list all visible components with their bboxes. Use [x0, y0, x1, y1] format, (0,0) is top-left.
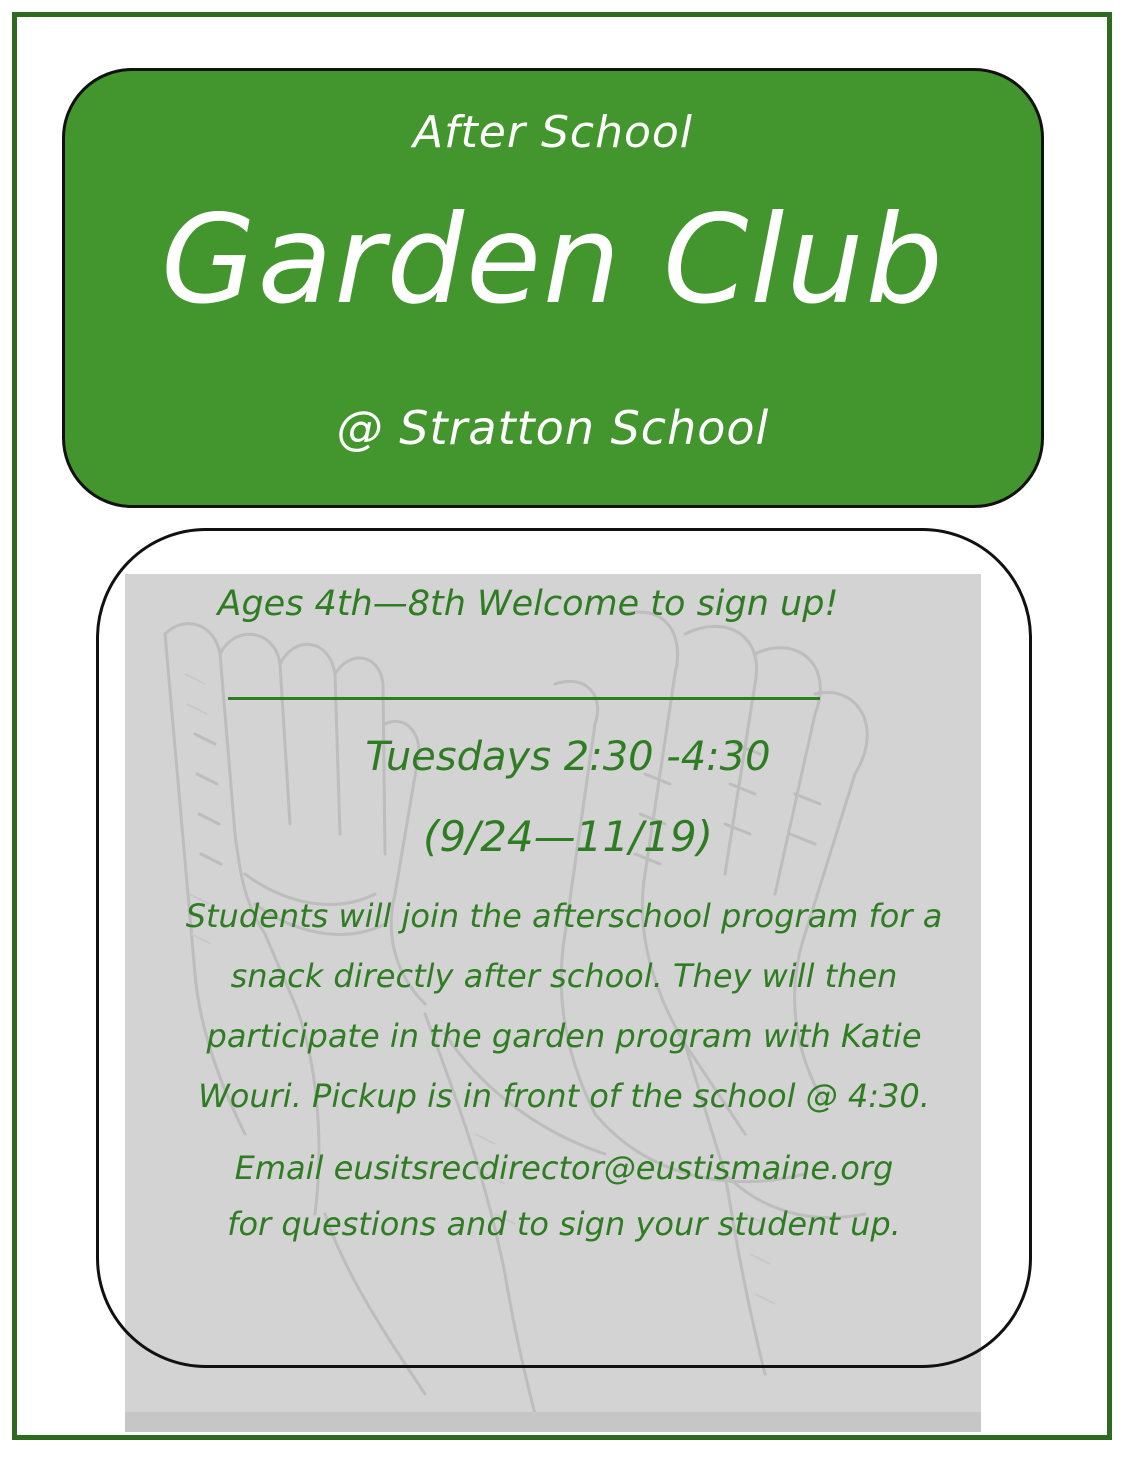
photo-bottom-strip	[125, 1412, 981, 1432]
description-line: Wouri. Pickup is in front of the school @ 4:30.	[198, 1077, 930, 1115]
description-line: snack directly after school. They will then	[230, 957, 898, 995]
ages-text: Ages 4th—8th Welcome to sign up!	[217, 584, 839, 624]
header-location: @ Stratton School	[336, 401, 770, 455]
dates-text: (9/24—11/19)	[422, 812, 714, 861]
header-banner	[62, 68, 1044, 508]
divider-line	[228, 697, 820, 700]
description-line: participate in the garden program with Katie	[206, 1017, 922, 1055]
signup-line: for questions and to sign your student up.	[227, 1205, 901, 1243]
email-line: Email eusitsrecdirector@eustismaine.org	[234, 1149, 894, 1187]
schedule-text: Tuesdays 2:30 -4:30	[365, 734, 771, 780]
description-line: Students will join the afterschool program for a	[185, 897, 943, 935]
header-subtitle: After School	[412, 107, 694, 158]
contact-text	[96, 1140, 1032, 1252]
description-text	[96, 886, 1032, 1126]
page-title: Garden Club	[161, 189, 945, 331]
